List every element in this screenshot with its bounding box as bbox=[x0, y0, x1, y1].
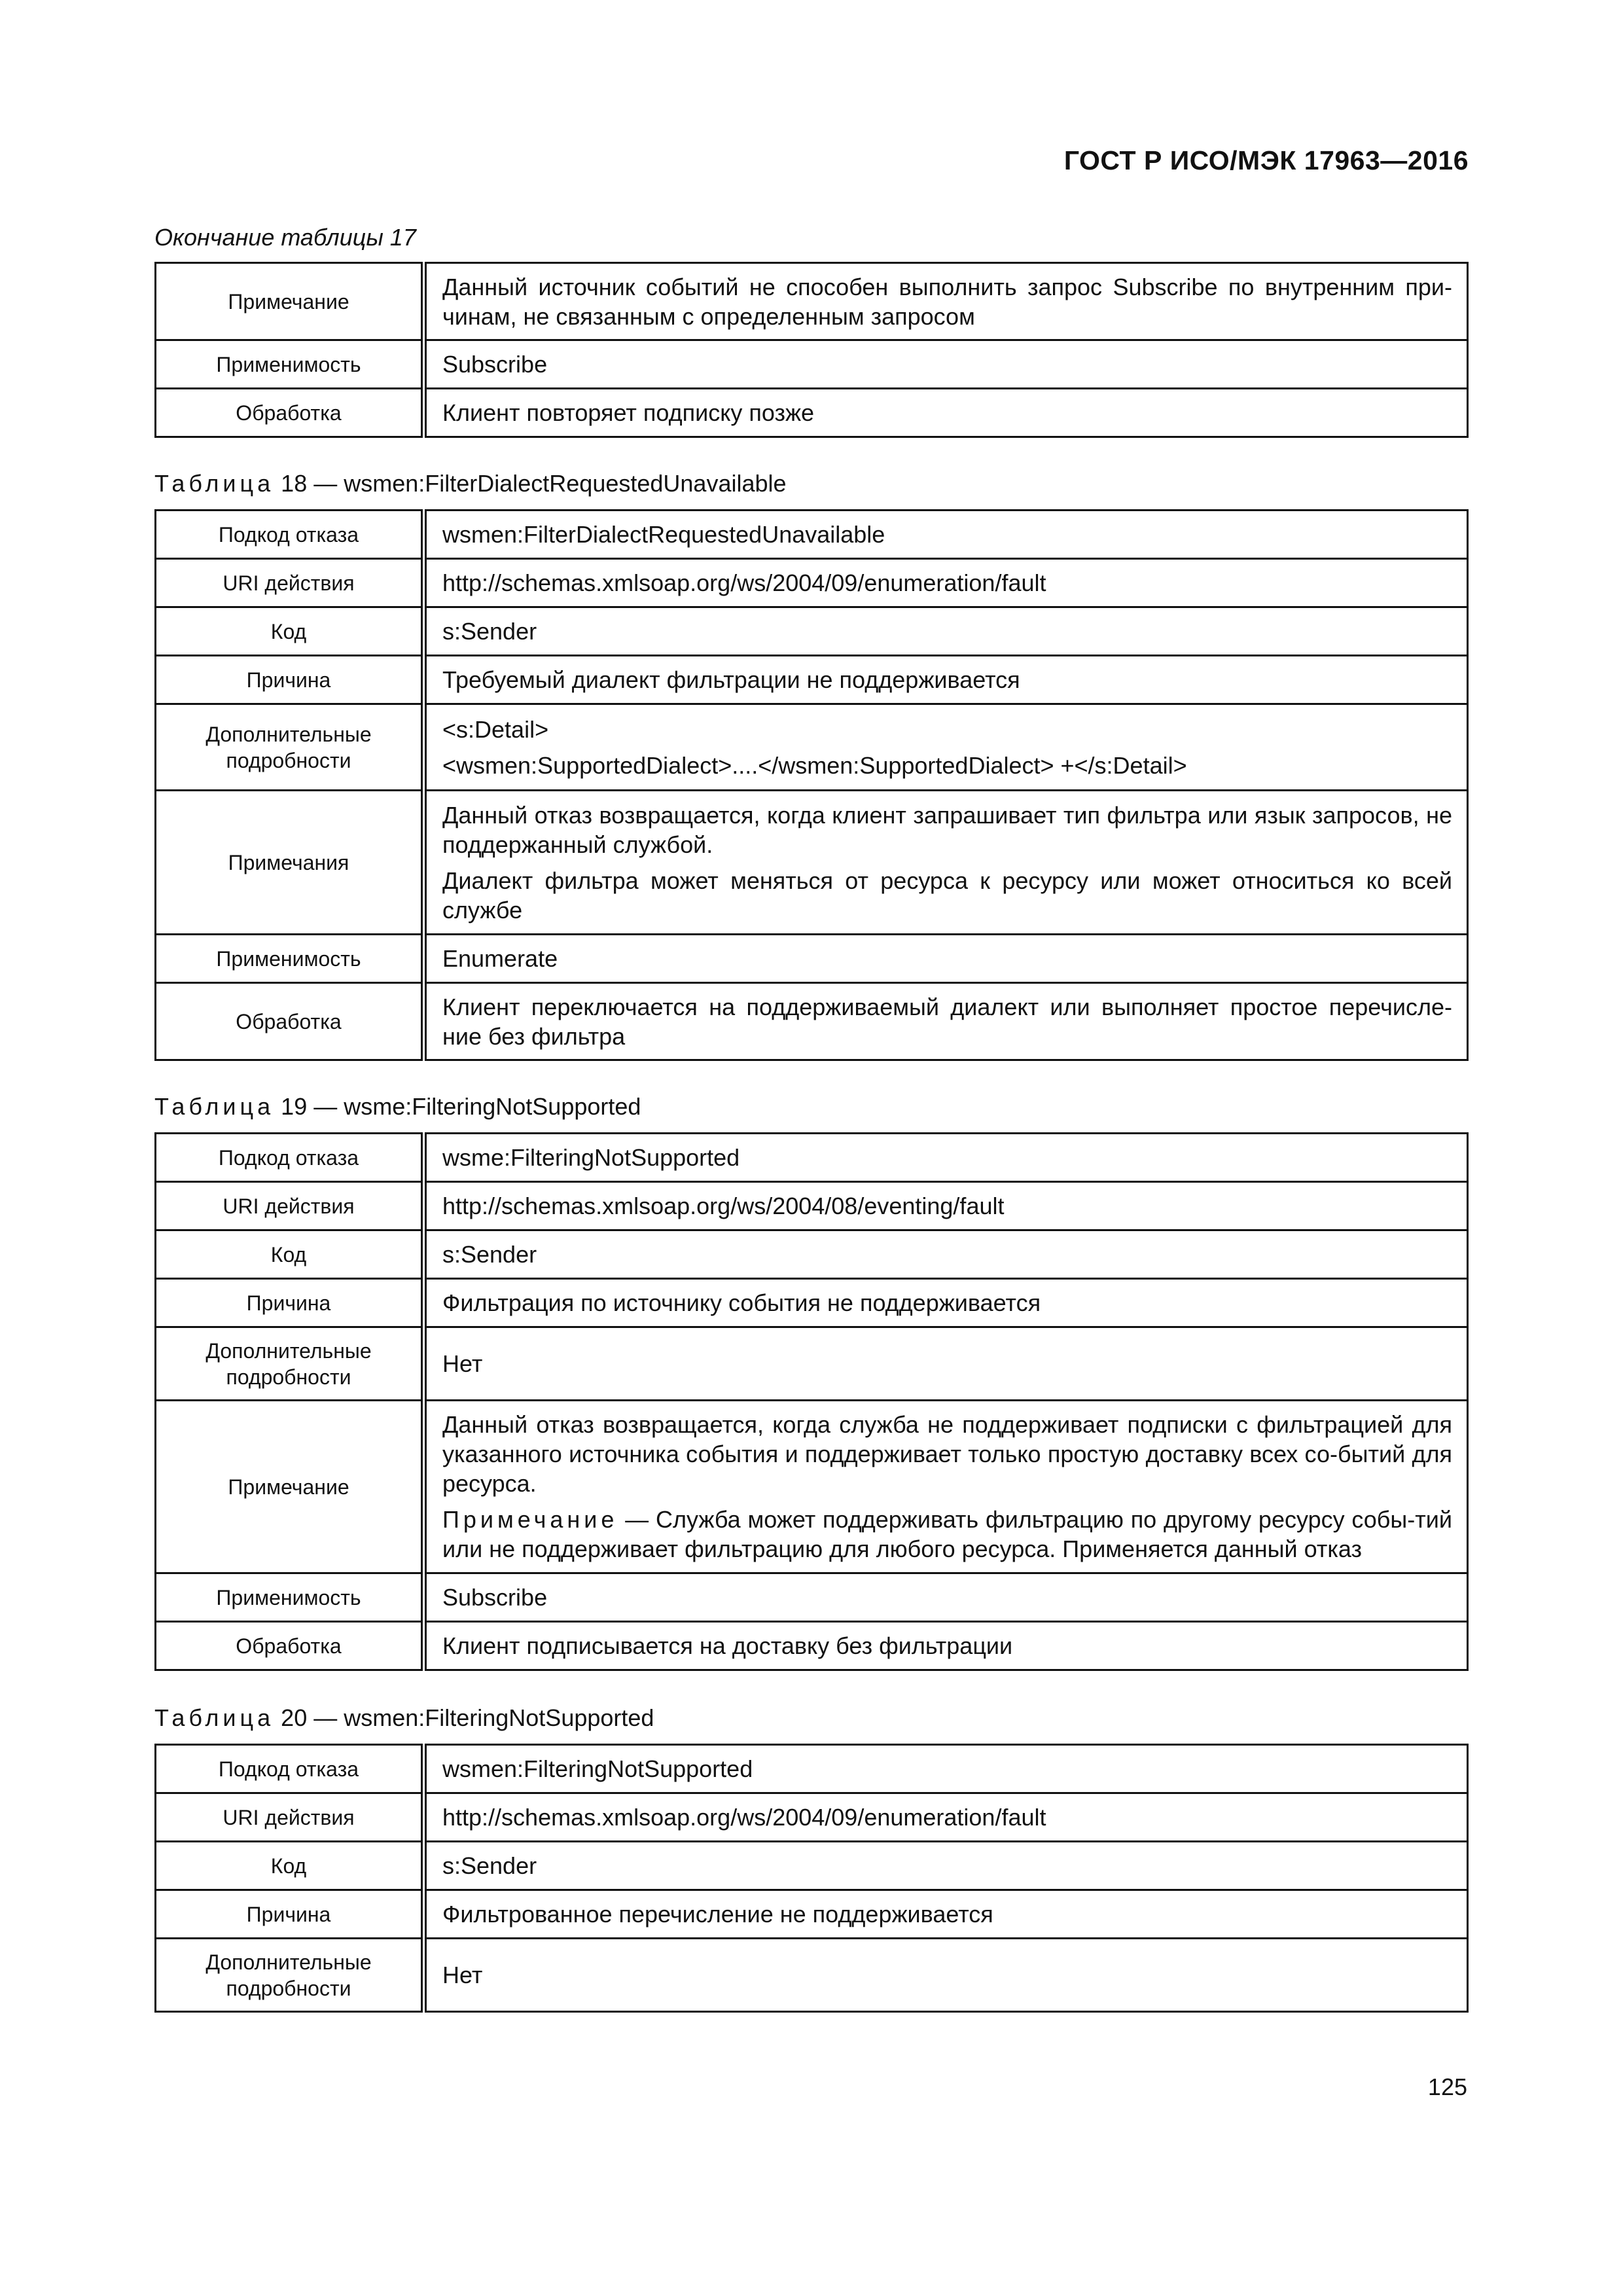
table-row bbox=[156, 389, 1468, 437]
row-label: Подкод отказа bbox=[156, 1745, 424, 1793]
table-row bbox=[156, 1279, 1468, 1327]
table-row bbox=[156, 340, 1468, 389]
note-paragraph bbox=[442, 1505, 1452, 1564]
row-value bbox=[424, 1890, 1468, 1939]
row-value-paragraph: <s:Detail> bbox=[442, 715, 549, 743]
row-value-paragraph: s:Sender bbox=[442, 618, 537, 645]
table-row bbox=[156, 1573, 1468, 1622]
document-header-title: ГОСТ Р ИСО/МЭК 17963—2016 bbox=[1063, 145, 1469, 175]
row-value-paragraph: wsmen:FilteringNotSupported bbox=[442, 1755, 753, 1782]
row-label: URI действия bbox=[156, 559, 424, 607]
row-label: Код bbox=[156, 607, 424, 656]
note-text: — Служба может поддерживать фильтрацию по другому ресурсу собы-тий или не поддерживает фильтрацию для любого ресурса. Применяется данный отказ bbox=[442, 1506, 1452, 1562]
table20-caption-title: 20 — wsmen:FilteringNotSupported bbox=[281, 1704, 654, 1731]
row-label: Дополнительные подробности bbox=[156, 704, 424, 791]
row-value-paragraph: http://schemas.xmlsoap.org/ws/2004/08/eventing/fault bbox=[442, 1193, 1005, 1219]
table20-caption bbox=[154, 1704, 654, 1732]
table-row bbox=[156, 1401, 1468, 1573]
row-value-paragraph: Клиент повторяет подписку позже bbox=[442, 399, 815, 426]
row-value bbox=[424, 1622, 1468, 1670]
row-value bbox=[424, 1745, 1468, 1793]
row-label: Подкод отказа bbox=[156, 511, 424, 559]
row-value-paragraph: <wsmen:SupportedDialect>....</wsmen:SupportedDialect> +</s:Detail> bbox=[442, 751, 1187, 779]
row-label: URI действия bbox=[156, 1182, 424, 1230]
row-label: Подкод отказа bbox=[156, 1134, 424, 1182]
row-value bbox=[424, 704, 1468, 791]
row-value bbox=[424, 559, 1468, 607]
row-value bbox=[424, 1134, 1468, 1182]
row-value bbox=[424, 1842, 1468, 1890]
row-label: Примечание bbox=[156, 1401, 424, 1573]
table-row bbox=[156, 511, 1468, 559]
row-value-paragraph: wsme:FilteringNotSupported bbox=[442, 1144, 740, 1171]
note-prefix: Примечание bbox=[442, 1506, 618, 1533]
row-value-paragraph: Клиент подписывается на доставку без фильтрации bbox=[442, 1632, 1013, 1659]
table-row bbox=[156, 1890, 1468, 1939]
row-label: Код bbox=[156, 1842, 424, 1890]
row-label: Причина bbox=[156, 656, 424, 704]
table18-caption-title: 18 — wsmen:FilterDialectRequestedUnavailable bbox=[281, 470, 787, 497]
row-label: Обработка bbox=[156, 1622, 424, 1670]
table-row bbox=[156, 983, 1468, 1060]
table-18 bbox=[154, 509, 1469, 1061]
table-row bbox=[156, 607, 1468, 656]
row-value-paragraph: Subscribe bbox=[442, 1584, 548, 1611]
row-label: URI действия bbox=[156, 1793, 424, 1842]
row-value bbox=[424, 1793, 1468, 1842]
row-value-paragraph: wsmen:FilterDialectRequestedUnavailable bbox=[442, 521, 885, 548]
table-row bbox=[156, 1327, 1468, 1401]
row-label: Обработка bbox=[156, 389, 424, 437]
table17-caption: Окончание таблицы 17 bbox=[154, 224, 416, 251]
row-value-paragraph: Клиент переключается на поддерживаемый диалект или выполняет простое перечисле-ние без фильтра bbox=[442, 993, 1452, 1050]
table-19 bbox=[154, 1132, 1469, 1671]
row-value bbox=[424, 791, 1468, 935]
row-value-paragraph: Нет bbox=[442, 1962, 483, 1988]
row-value bbox=[424, 511, 1468, 559]
row-value-paragraph: Требуемый диалект фильтрации не поддерживается bbox=[442, 666, 1020, 693]
row-value-paragraph: Фильтрация по источнику события не поддерживается bbox=[442, 1289, 1041, 1316]
row-value bbox=[424, 607, 1468, 656]
row-value-paragraph: Данный отказ возвращается, когда клиент запрашивает тип фильтра или язык запросов, не поддержанный службой. bbox=[442, 801, 1452, 858]
row-value-paragraph: Данный отказ возвращается, когда служба не поддерживает подписки с фильтрацией для указанного источника события и поддерживает только простую доставку всех со-бытий для ресурса. bbox=[442, 1411, 1452, 1497]
row-value bbox=[424, 935, 1468, 983]
row-value bbox=[424, 1182, 1468, 1230]
table20-caption-prefix: Таблица bbox=[154, 1704, 275, 1731]
table19-caption-prefix: Таблица bbox=[154, 1093, 275, 1120]
row-value bbox=[424, 1401, 1468, 1573]
row-value bbox=[424, 656, 1468, 704]
row-label: Дополнительные подробности bbox=[156, 1327, 424, 1401]
row-label: Применимость bbox=[156, 340, 424, 389]
row-value-paragraph: Subscribe bbox=[442, 351, 548, 378]
row-value bbox=[424, 1279, 1468, 1327]
row-label: Причина bbox=[156, 1890, 424, 1939]
row-label: Код bbox=[156, 1230, 424, 1279]
row-value bbox=[424, 1573, 1468, 1622]
table-row bbox=[156, 1745, 1468, 1793]
row-label: Применимость bbox=[156, 935, 424, 983]
row-label: Применимость bbox=[156, 1573, 424, 1622]
table-20 bbox=[154, 1744, 1469, 2013]
table-row bbox=[156, 1622, 1468, 1670]
row-value bbox=[424, 1939, 1468, 2012]
row-value bbox=[424, 263, 1468, 340]
row-label: Обработка bbox=[156, 983, 424, 1060]
table-row bbox=[156, 1230, 1468, 1279]
table19-caption-title: 19 — wsme:FilteringNotSupported bbox=[281, 1093, 641, 1120]
row-value-paragraph: http://schemas.xmlsoap.org/ws/2004/09/enumeration/fault bbox=[442, 569, 1046, 596]
row-value-paragraph: Нет bbox=[442, 1350, 483, 1377]
table-row bbox=[156, 263, 1468, 340]
table18-caption bbox=[154, 470, 787, 497]
row-value bbox=[424, 1327, 1468, 1401]
table-row bbox=[156, 704, 1468, 791]
row-label: Примечание bbox=[156, 263, 424, 340]
row-value bbox=[424, 340, 1468, 389]
table-row bbox=[156, 1939, 1468, 2012]
row-value-paragraph: Данный источник событий не способен выполнить запрос Subscribe по внутренним при-чинам, не связанным с определенным запросом bbox=[442, 273, 1452, 330]
table-row bbox=[156, 935, 1468, 983]
row-value-paragraph: http://schemas.xmlsoap.org/ws/2004/09/enumeration/fault bbox=[442, 1804, 1046, 1831]
table-row bbox=[156, 1182, 1468, 1230]
row-label: Причина bbox=[156, 1279, 424, 1327]
row-label: Примечания bbox=[156, 791, 424, 935]
row-value bbox=[424, 1230, 1468, 1279]
row-value bbox=[424, 983, 1468, 1060]
table-row bbox=[156, 656, 1468, 704]
table-17 bbox=[154, 262, 1469, 438]
table-row bbox=[156, 1842, 1468, 1890]
row-value-paragraph: s:Sender bbox=[442, 1241, 537, 1268]
page-number: 125 bbox=[1427, 2073, 1467, 2100]
table-row bbox=[156, 559, 1468, 607]
table-row bbox=[156, 791, 1468, 935]
row-value-paragraph: s:Sender bbox=[442, 1852, 537, 1879]
row-value-paragraph: Enumerate bbox=[442, 945, 558, 972]
row-value bbox=[424, 389, 1468, 437]
row-value-paragraph: Фильтрованное перечисление не поддерживается bbox=[442, 1901, 993, 1928]
table19-caption bbox=[154, 1093, 641, 1121]
row-label: Дополнительные подробности bbox=[156, 1939, 424, 2012]
row-value-paragraph: Диалект фильтра может меняться от ресурса к ресурсу или может относиться ко всей службе bbox=[442, 867, 1452, 924]
table-row bbox=[156, 1793, 1468, 1842]
table-row bbox=[156, 1134, 1468, 1182]
table18-caption-prefix: Таблица bbox=[154, 470, 275, 497]
